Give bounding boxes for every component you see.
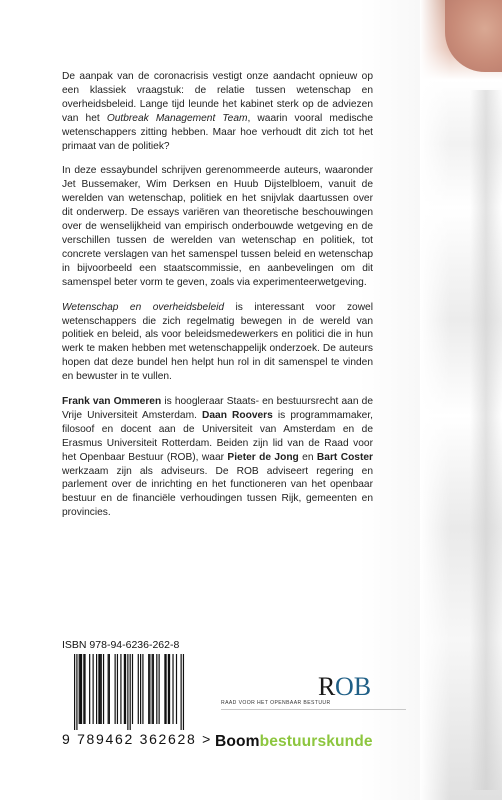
svg-text:R: R	[318, 672, 336, 700]
barcode-bar	[80, 654, 81, 724]
coat-fold-shadow	[470, 90, 502, 790]
paragraph-1-italic: Outbreak Management Team	[106, 112, 248, 124]
barcode-bar	[99, 654, 100, 724]
blurb-paragraph-1	[62, 70, 373, 153]
barcode-bar	[103, 654, 104, 724]
barcode-bar	[159, 654, 160, 724]
publisher-logo	[215, 733, 373, 751]
barcode-bar	[130, 654, 131, 730]
barcode-bar	[183, 654, 184, 730]
svg-text:OB: OB	[335, 672, 372, 700]
barcode-bar	[164, 654, 165, 724]
authors-paragraph	[62, 395, 373, 520]
barcode-bar	[101, 654, 102, 724]
blurb-paragraph-3	[62, 301, 373, 384]
barcode-bar	[124, 654, 125, 724]
barcode-digits: 9 789462 362628 >	[62, 731, 212, 747]
barcode-bar	[96, 654, 97, 724]
paragraph-1-start: De aanpak van de coronacrisis vestigt onze aandacht opnieuw op een klassiek vraagstuk: de relatie tussen wetenschap en overheidsbeleid. Lange tijd leunde het kabinet sterk op de adviezen van het	[62, 71, 373, 124]
author-name-4: Bart Coster	[316, 451, 373, 463]
barcode-bar	[127, 654, 128, 730]
isbn-label: ISBN 978-94-6236-262-8	[62, 639, 180, 651]
barcode-bar	[98, 654, 99, 724]
barcode-bar	[176, 654, 177, 724]
barcode-bar	[172, 654, 173, 724]
barcode-bar	[108, 654, 109, 724]
barcode-bar	[84, 654, 85, 724]
rob-divider	[221, 709, 406, 710]
barcode-bar	[148, 654, 149, 724]
paragraph-1-end: , waarin vooral medische wetenschappers zitting hebben. Maar hoe verhoudt dit zich tot het primaat van de politiek?	[62, 112, 374, 152]
barcode-bar	[152, 654, 153, 724]
barcode-bar	[165, 654, 166, 724]
author-name-1: Frank van Ommeren	[62, 396, 162, 408]
barcode-bar	[153, 654, 154, 724]
barcode-bar	[93, 654, 94, 724]
barcode-bar	[168, 654, 169, 724]
barcode-bar	[181, 654, 182, 730]
author-text-4: werkzaam zijn als adviseurs. De ROB adviseert regering en parlement over de inrichting en het functioneren van het openbaar bestuur en de financiële verhoudingen tussen Rijk, gemeenten en provincies.	[62, 465, 373, 519]
author-name-3: Pieter de Jong	[227, 451, 299, 463]
barcode-bar	[109, 654, 110, 724]
paragraph-2-text: In deze essaybundel schrijven gerenommeerde auteurs, waaronder Jet Bussemaker, Wim Derksen en Huub Dijstelbloem, vanuit de werelden van wetenschap, politiek en het snijvlak daartussen over dit onderwerp. De essays variëren van theoretische beschouwingen over de wenselijkheid van empirisch onderbouwde wetgeving en de verschillen tussen de werelden van wetenschap en politiek, tot concrete verslagen van het samenspel tussen beleid en wetenschap in bijvoorbeeld een staatscommissie, en aanbevelingen om dit samenspel beter vorm te geven, zoals via experimenteerwetgeving.	[62, 165, 373, 288]
paragraph-3-italic: Wetenschap en overheidsbeleid	[62, 301, 225, 313]
barcode-bar	[117, 654, 118, 724]
blurb-paragraph-2	[62, 164, 373, 289]
barcode-bar	[149, 654, 150, 724]
rob-logo-icon	[318, 672, 378, 700]
barcode-bar	[79, 654, 80, 724]
barcode-bar	[156, 654, 157, 724]
barcode-bar	[138, 654, 139, 724]
author-text-2: is programmamaker, filosoof en docent aan de Universiteit van Amsterdam en de Erasmus Universiteit Rotterdam. Beiden zijn lid van de Raad voor het Openbaar Bestuur (ROB), waar	[62, 409, 373, 463]
publisher-name-part2: bestuurskunde	[259, 733, 373, 750]
barcode-bar	[115, 654, 116, 724]
author-text-1: is hoogleraar Staats- en bestuursrecht aan de Vrije Universiteit Amsterdam.	[62, 396, 373, 421]
barcode-bar	[132, 654, 133, 724]
barcode-bar	[76, 654, 77, 730]
author-text-3: en	[298, 451, 317, 463]
author-name-2: Daan Roovers	[202, 409, 273, 421]
barcode-bar	[169, 654, 170, 724]
barcode-bar	[142, 654, 143, 724]
blurb-text	[62, 70, 373, 531]
publisher-name-part1: Boom	[215, 733, 260, 750]
barcode-bar	[140, 654, 141, 724]
rob-subtitle: RAAD VOOR HET OPENBAAR BESTUUR	[221, 700, 331, 706]
barcode-bar	[89, 654, 90, 724]
paragraph-3-text: is interessant voor zowel wetenschappers die zich regelmatig bewegen in de wereld van politiek en beleid, als voor beleidsmedewerkers en politici die in hun werk te maken hebben met wetenschappelijk onderzoek. De auteurs hopen dat deze bundel hen helpt hun rol in dit samenspel te vinden en bewuster in te vullen.	[62, 301, 373, 383]
barcode-bar	[74, 654, 75, 730]
barcode-icon	[62, 654, 192, 730]
barcode-bar	[83, 654, 84, 724]
barcode-bar	[81, 654, 82, 724]
barcode-bar	[125, 654, 126, 724]
barcode-bar	[120, 654, 121, 724]
